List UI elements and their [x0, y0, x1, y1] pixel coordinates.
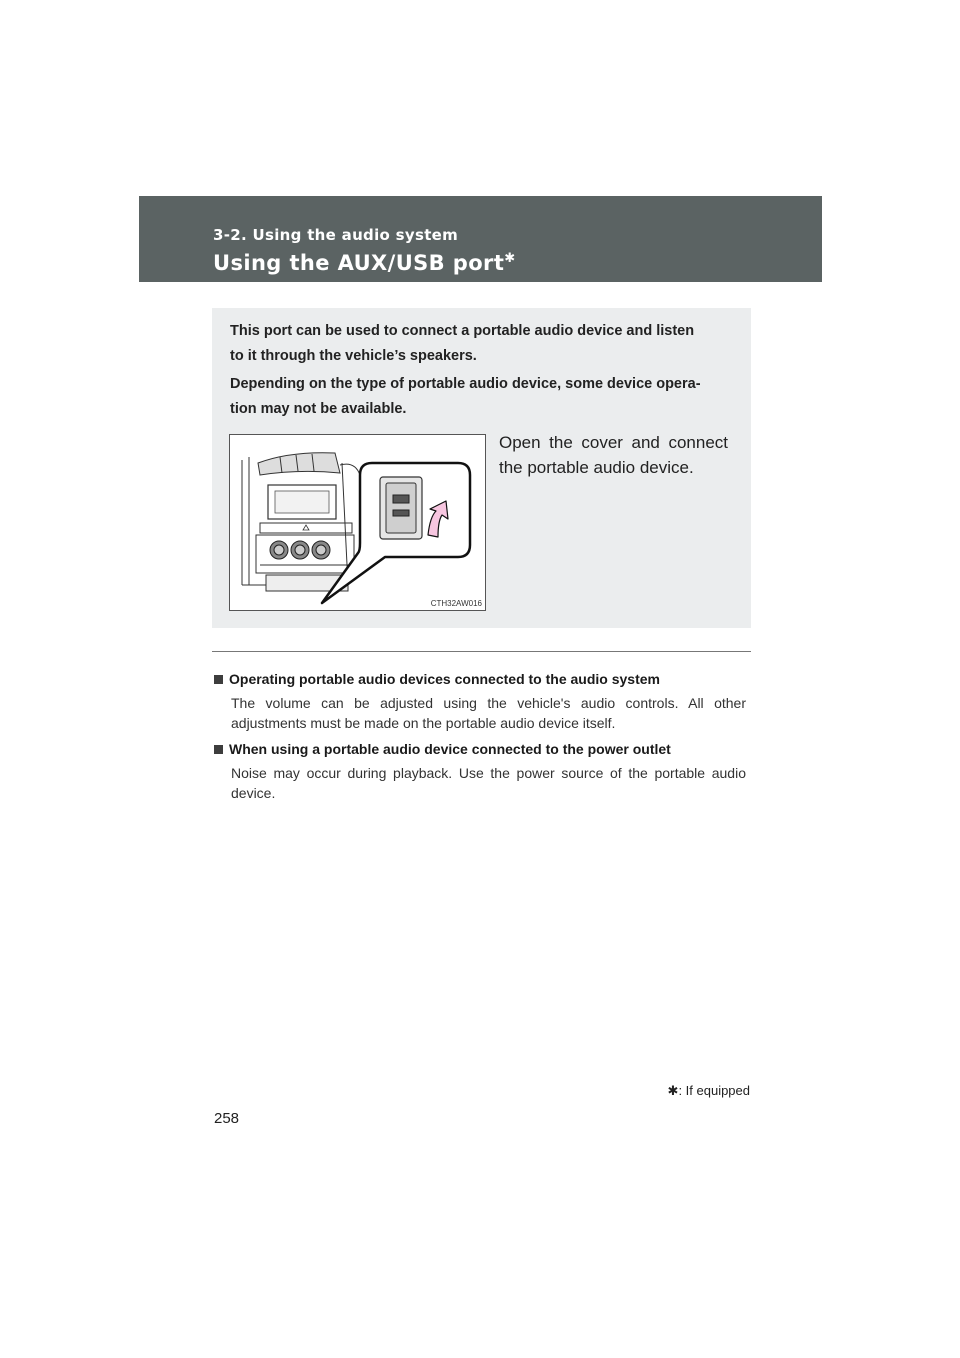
title-asterisk: ✱: [504, 251, 516, 266]
page-number: 258: [214, 1110, 240, 1127]
note-power-outlet: [214, 739, 746, 803]
page-title-text: Using the AUX/USB port: [213, 251, 505, 275]
instruction-text: Open the cover and connect the portable audio device.: [499, 433, 728, 477]
note-heading: [214, 669, 746, 689]
note-body: Noise may occur during playback. Use the power source of the portable audio device.: [231, 765, 746, 801]
intro-line-1: This port can be used to connect a portable audio device and listen: [230, 323, 695, 339]
section-label: 3-2. Using the audio system: [213, 226, 459, 244]
usb-port-figure: [229, 434, 486, 611]
intro-box: [212, 308, 751, 628]
footnote-if-equipped: ✱: If equipped: [667, 1083, 750, 1098]
figure-code: CTH32AW016: [430, 599, 482, 608]
page-title: [213, 251, 516, 275]
section-divider: [212, 651, 751, 652]
note-heading: [214, 739, 746, 759]
intro-line-3: Depending on the type of portable audio device, some device opera-: [230, 376, 701, 392]
intro-line-4: tion may not be available.: [230, 401, 407, 417]
square-bullet-icon: [214, 675, 223, 684]
note-operating-devices: [214, 669, 746, 733]
note-body: The volume can be adjusted using the vehicle's audio controls. All other adjustments must be made on the portable audio device itself.: [231, 695, 746, 731]
dashboard-illustration: [230, 435, 485, 610]
intro-line-2: to it through the vehicle’s speakers.: [230, 348, 477, 364]
note-heading-text: Operating portable audio devices connected to the audio system: [229, 671, 660, 687]
header-band: [139, 196, 822, 282]
note-heading-text: When using a portable audio device connected to the power outlet: [229, 741, 671, 757]
square-bullet-icon: [214, 745, 223, 754]
